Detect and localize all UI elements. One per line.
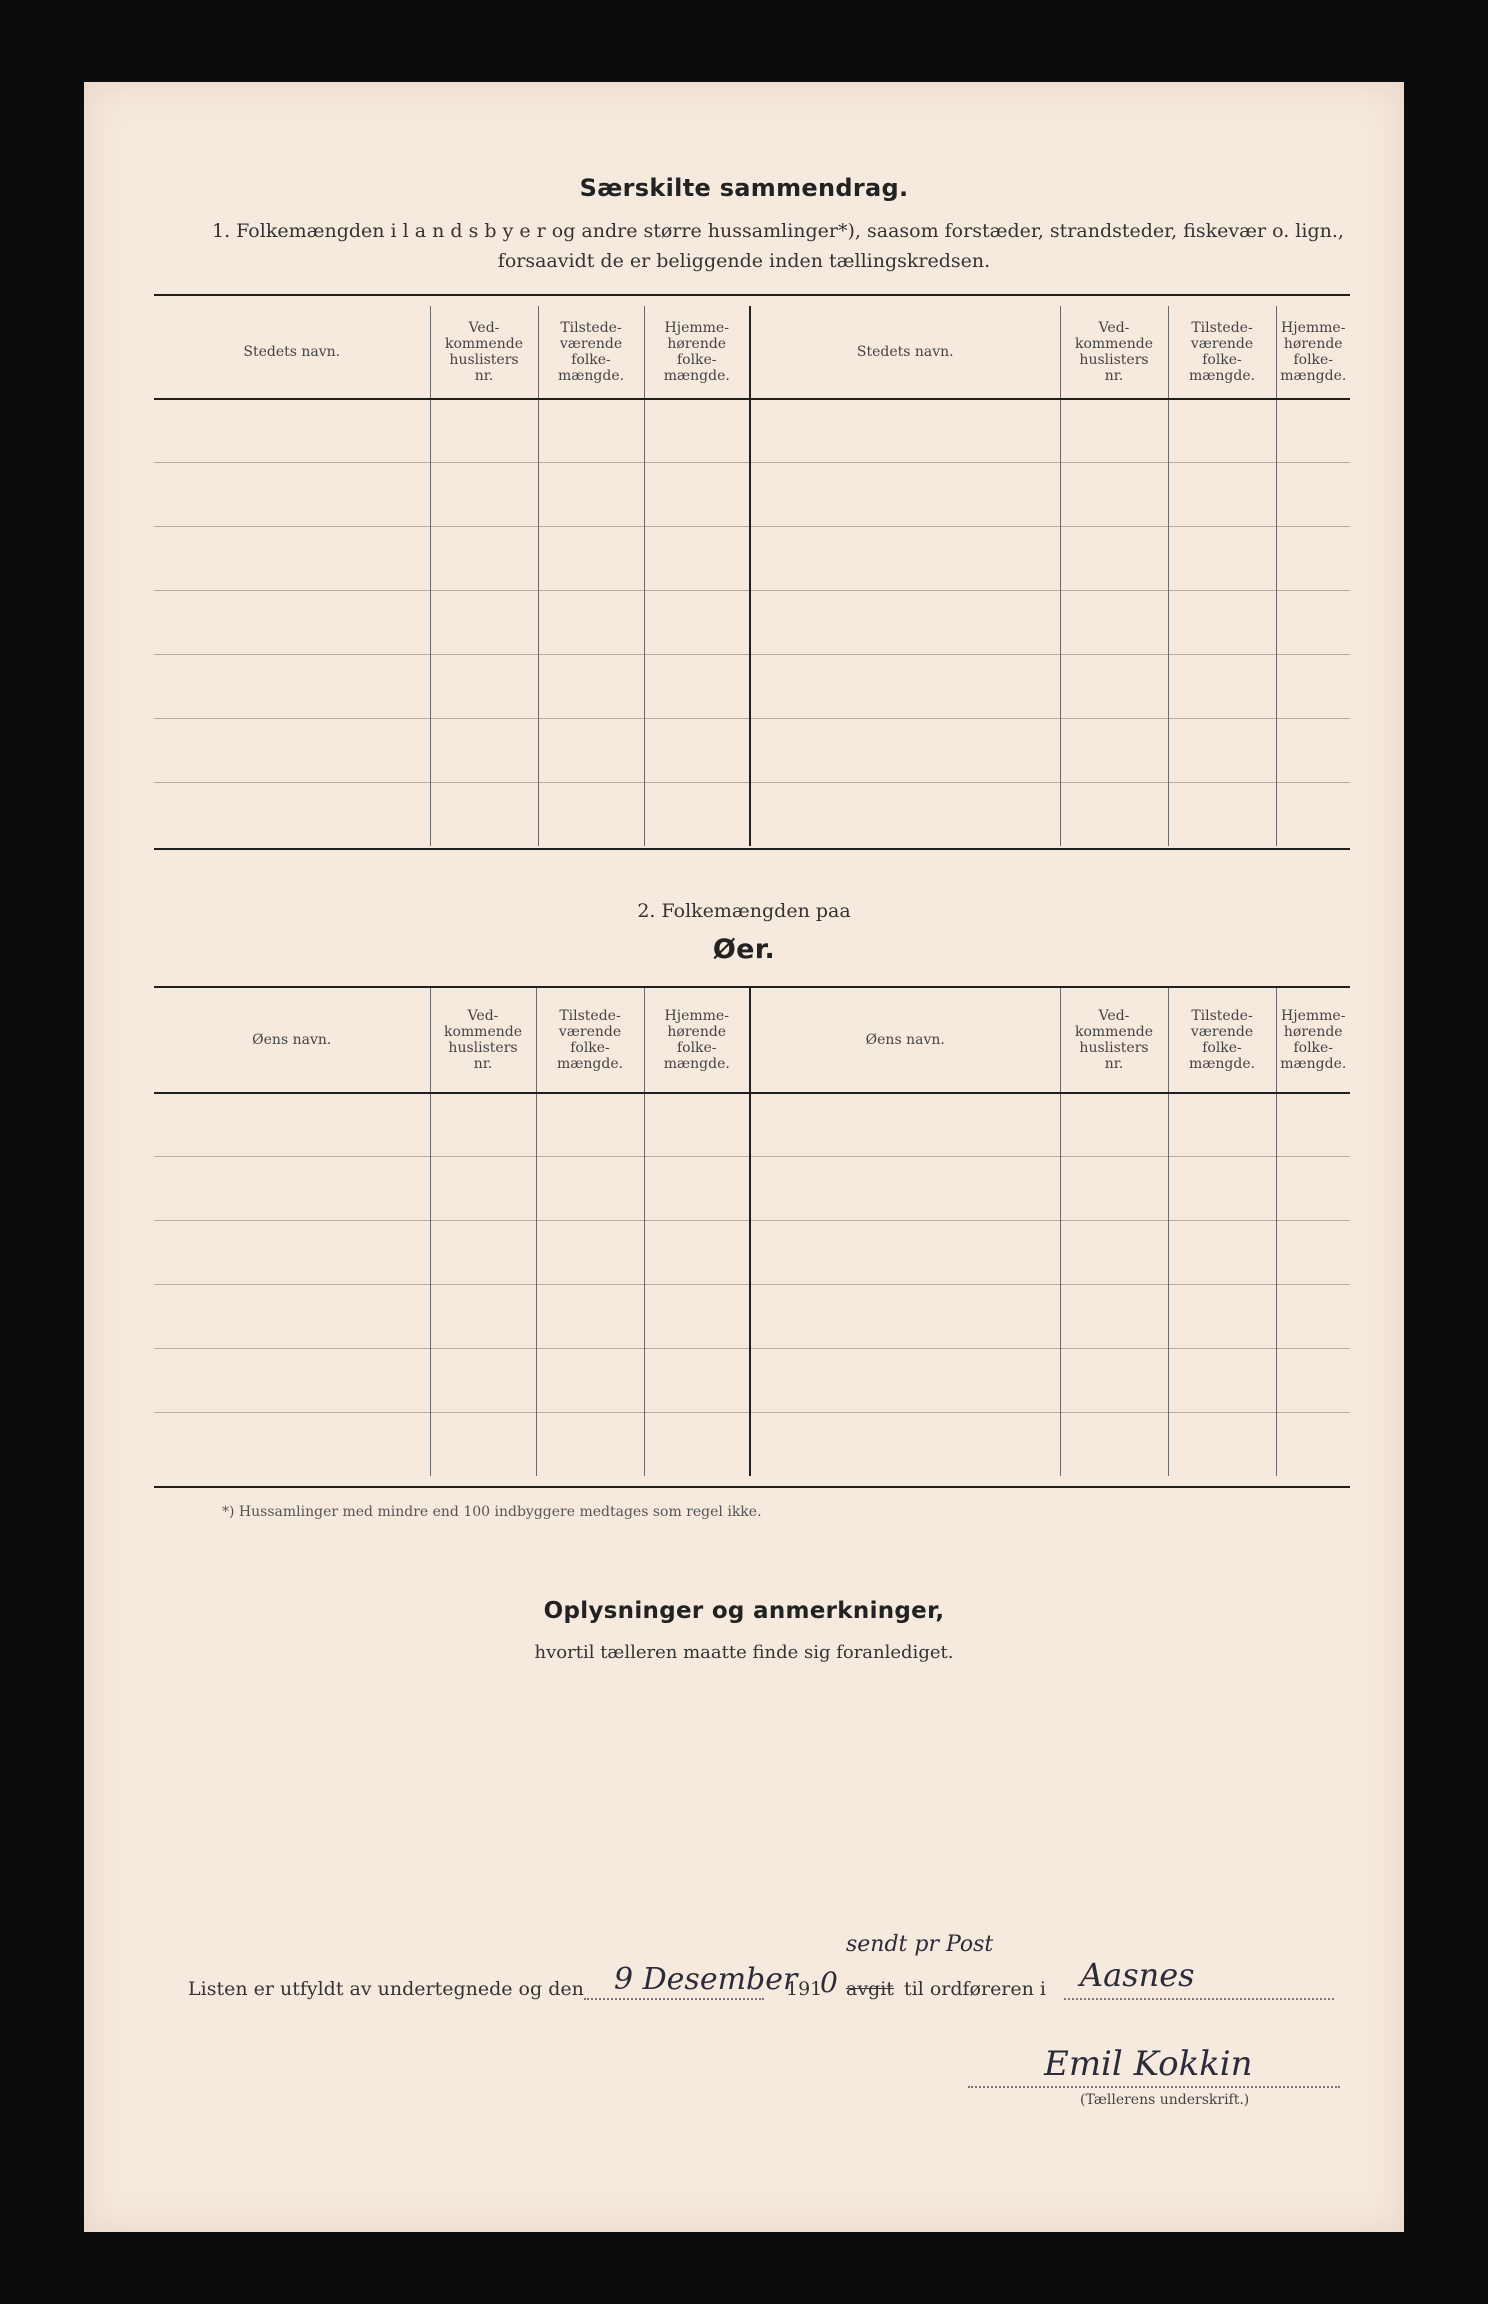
table-row [154,1156,1350,1220]
handwritten-year-digit: 0 [820,1966,838,1999]
table-cell [536,1156,644,1220]
table2-body [154,1092,1350,1476]
census-form-page [84,82,1404,2232]
table-cell [1060,398,1168,462]
year-prefix: 191 [786,1978,823,2000]
table-cell [1276,1220,1350,1284]
table-cell [1060,526,1168,590]
handwritten-signature: Emil Kokkin [1044,2044,1253,2084]
table-cell [430,526,538,590]
table-cell [1168,1156,1276,1220]
col-header-household-list-no-2-right: Ved- kommende huslisters nr. [1060,988,1168,1092]
col-header-island-name: Øens navn. [252,1032,332,1048]
col-header-place-name-right: Stedets navn. [750,306,1060,398]
table-row [154,782,1350,846]
table-cell [750,1412,1060,1476]
table-cell [644,1284,750,1348]
table-cell [1060,782,1168,846]
table-cell [1168,1220,1276,1284]
table-cell [644,1220,750,1284]
table-cell [154,590,430,654]
table-row [154,718,1350,782]
col-header-resident-population-2-right: Hjemme- hørende folke- mængde. [1276,988,1350,1092]
table-cell [750,718,1060,782]
table-row [154,1092,1350,1156]
handwritten-date: 9 Desember [614,1962,798,1997]
table-cell [1060,654,1168,718]
section1-title: Særskilte sammendrag. [579,174,909,202]
table-cell [536,1284,644,1348]
col-header-household-list-no: Ved- kommende huslisters nr. [430,306,538,398]
table-row [154,1220,1350,1284]
table-cell [154,1092,430,1156]
table-cell [154,1156,430,1220]
table-cell [538,462,644,526]
col-header-place-name: Stedets navn. [243,344,341,360]
table-cell [430,1348,536,1412]
handwritten-place: Aasnes [1080,1956,1195,1994]
table-cell [154,1220,430,1284]
table-cell [750,1092,1060,1156]
table-cell [1276,1156,1350,1220]
table-cell [536,1412,644,1476]
table-row [154,1348,1350,1412]
table-cell [644,590,750,654]
table-cell [538,398,644,462]
table-cell [1276,526,1350,590]
table-cell [1276,398,1350,462]
table-cell [538,782,644,846]
signature-caption: (Tællerens underskrift.) [1080,2092,1250,2108]
handwritten-sent-by-post: sendt pr Post [846,1932,994,1957]
table2-islands [154,988,1350,1476]
section1-description-line1: 1. Folkemængden i l a n d s b y e r og andre større hussamlinger*), saasom forstæder, strandsteder, fiskevær o. lign., [212,220,1344,242]
to-mayor-text: til ordføreren i [904,1978,1046,2000]
col-header-resident-population-right: Hjemme- hørende folke- mængde. [1276,306,1350,398]
col-header-present-population: Tilstede- værende folke- mængde. [538,306,644,398]
table-cell [1060,590,1168,654]
table-cell [536,1348,644,1412]
table-cell [1276,1412,1350,1476]
col-header-present-population-2: Tilstede- værende folke- mængde. [536,988,644,1092]
table-cell [1168,654,1276,718]
table-cell [430,398,538,462]
table-cell [750,654,1060,718]
table-cell [154,462,430,526]
remarks-subtitle: hvortil tælleren maatte finde sig foranlediget. [534,1642,954,1663]
table-cell [1060,718,1168,782]
table-cell [1168,782,1276,846]
table-cell [1168,1284,1276,1348]
table-cell [154,782,430,846]
table-cell [1276,718,1350,782]
table-cell [430,1220,536,1284]
table-row [154,1412,1350,1476]
table-cell [1168,462,1276,526]
table1-body [154,398,1350,846]
table-cell [750,1284,1060,1348]
section2-description: 2. Folkemængden paa [637,900,851,922]
table-cell [644,654,750,718]
table-cell [1060,1092,1168,1156]
table-cell [1168,718,1276,782]
date-dotted-line [584,1998,764,2000]
col-header-resident-population: Hjemme- hørende folke- mængde. [644,306,750,398]
section2-title: Øer. [712,934,776,965]
table-cell [1276,462,1350,526]
table-cell [430,1412,536,1476]
table-cell [750,590,1060,654]
table2-header-rule [154,1092,1350,1094]
table-cell [1168,398,1276,462]
table-cell [430,462,538,526]
table-cell [1168,590,1276,654]
table-cell [644,1092,750,1156]
table-cell [538,718,644,782]
table-cell [750,1156,1060,1220]
table-cell [430,718,538,782]
table-cell [750,1220,1060,1284]
table-cell [430,1156,536,1220]
table-cell [1168,1412,1276,1476]
table-cell [750,462,1060,526]
table-cell [430,1284,536,1348]
table-cell [750,526,1060,590]
section1-description-line2: forsaavidt de er beliggende inden tællingskredsen. [497,250,991,272]
table-cell [1276,590,1350,654]
table-cell [538,526,644,590]
table1-places [154,306,1350,846]
table-cell [1276,654,1350,718]
col-header-resident-population-2: Hjemme- hørende folke- mængde. [644,988,750,1092]
table-cell [536,1220,644,1284]
table-cell [154,1284,430,1348]
table-cell [644,526,750,590]
table-cell [1060,1412,1168,1476]
col-header-household-list-no-right: Ved- kommende huslisters nr. [1060,306,1168,398]
table-cell [154,398,430,462]
table-cell [750,398,1060,462]
col-header-present-population-right: Tilstede- værende folke- mængde. [1168,306,1276,398]
table-cell [430,590,538,654]
table-cell [538,654,644,718]
table-cell [1060,462,1168,526]
completion-statement-prefix: Listen er utfyldt av undertegnede og den [188,1978,584,2000]
table1-top-rule [154,294,1350,296]
table-cell [154,526,430,590]
table-cell [430,782,538,846]
table2-bottom-rule [154,1486,1350,1488]
table-row [154,526,1350,590]
table-cell [644,1412,750,1476]
place-dotted-line [1064,1998,1334,2000]
table-row [154,1284,1350,1348]
table-cell [1276,1284,1350,1348]
table-cell [644,718,750,782]
table-cell [536,1092,644,1156]
table-cell [644,1156,750,1220]
table-cell [1276,1348,1350,1412]
table-cell [1168,526,1276,590]
table-cell [1060,1220,1168,1284]
table-row [154,462,1350,526]
col-header-household-list-no-2: Ved- kommende huslisters nr. [430,988,536,1092]
table-cell [1276,1092,1350,1156]
table-cell [750,1348,1060,1412]
table-cell [644,398,750,462]
table-cell [154,718,430,782]
signature-dotted-line [968,2086,1340,2088]
table-row [154,590,1350,654]
col-header-present-population-2-right: Tilstede- værende folke- mængde. [1168,988,1276,1092]
table-cell [1060,1156,1168,1220]
table1-header-rule [154,398,1350,400]
table-cell [538,590,644,654]
table-cell [154,1348,430,1412]
table-cell [1168,1348,1276,1412]
remarks-title: Oplysninger og anmerkninger, [543,1598,945,1624]
table-cell [1060,1284,1168,1348]
table-cell [644,782,750,846]
table-cell [644,462,750,526]
table-cell [1168,1092,1276,1156]
table-cell [644,1348,750,1412]
table-row [154,654,1350,718]
table-cell [430,654,538,718]
table-cell [750,782,1060,846]
table-cell [430,1092,536,1156]
table-cell [154,1412,430,1476]
table-cell [1060,1348,1168,1412]
table-row [154,398,1350,462]
footnote: *) Hussamlinger med mindre end 100 indbyggere medtages som regel ikke. [222,1504,762,1520]
col-header-island-name-right: Øens navn. [750,988,1060,1092]
table-cell [1276,782,1350,846]
struck-word: avgit [846,1978,894,2000]
table-cell [154,654,430,718]
table1-bottom-rule [154,848,1350,850]
